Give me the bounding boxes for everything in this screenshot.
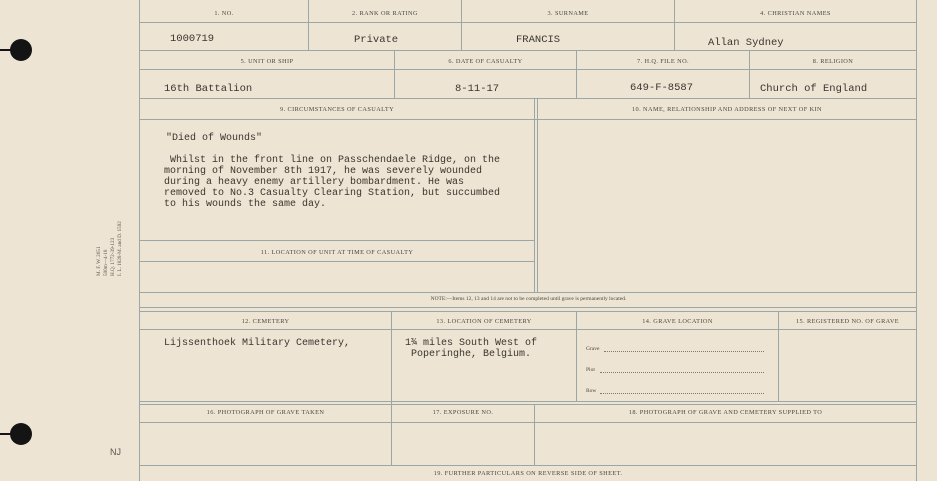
grid-line bbox=[674, 0, 675, 50]
circumstances-line-4: removed to No.3 Casualty Clearing Station, but succumbed bbox=[164, 188, 501, 199]
form-ref-line-2: 500m—4-18 bbox=[103, 249, 109, 276]
grid-line bbox=[534, 98, 535, 292]
value-number: 1000719 bbox=[170, 33, 215, 45]
grid-line bbox=[308, 0, 309, 50]
row-field-label: Row bbox=[586, 388, 597, 394]
label-file: 7. H.Q. FILE NO. bbox=[636, 58, 690, 65]
value-surname: FRANCIS bbox=[516, 34, 561, 46]
value-christian-names: Allan Sydney bbox=[708, 37, 784, 49]
value-cemetery: Lijssenthoek Military Cemetery, bbox=[164, 338, 351, 349]
label-photo-supplied: 18. PHOTOGRAPH OF GRAVE AND CEMETERY SUPPLIED TO bbox=[628, 409, 823, 416]
clerk-initials: NJ bbox=[110, 447, 121, 457]
grid-line bbox=[461, 0, 462, 50]
grid-line bbox=[140, 311, 916, 312]
form-ref-line-3: H.Q. 1772-39-123 bbox=[110, 237, 116, 276]
punch-hole-top bbox=[10, 39, 32, 61]
label-exposure: 17. EXPOSURE NO. bbox=[432, 409, 494, 416]
label-photo-grave: 16. PHOTOGRAPH OF GRAVE TAKEN bbox=[206, 409, 325, 416]
value-cemetery-location-1: 1¾ miles South West of bbox=[405, 338, 538, 349]
grid-line bbox=[140, 292, 916, 293]
label-religion: 8. RELIGION bbox=[812, 58, 854, 65]
punch-hole-bottom bbox=[10, 423, 32, 445]
label-christian-names: 4. CHRISTIAN NAMES bbox=[760, 10, 831, 17]
grid-line bbox=[140, 261, 534, 262]
grid-line bbox=[140, 329, 916, 330]
grid-line bbox=[140, 401, 916, 402]
grave-field-label: Grave bbox=[586, 346, 600, 352]
punch-hole-bottom-edge bbox=[0, 433, 12, 435]
label-unit: 5. UNIT OR SHIP bbox=[240, 58, 294, 65]
value-date: 8-11-17 bbox=[455, 83, 500, 95]
circumstances-line-3: during a heavy enemy artillery bombardment. He was bbox=[164, 177, 465, 188]
grid-line bbox=[140, 307, 916, 308]
form-ref-line-1: M. F. W. 2651 bbox=[96, 246, 102, 276]
circumstances-title: "Died of Wounds" bbox=[166, 133, 263, 144]
grid-line bbox=[140, 422, 916, 423]
circumstances-line-1: Whilst in the front line on Passchendaele Ridge, on the bbox=[164, 155, 501, 166]
plot-field-line bbox=[600, 372, 764, 373]
label-next-of-kin: 10. NAME, RELATIONSHIP AND ADDRESS OF NEXT OF KIN bbox=[632, 106, 822, 113]
value-rank: Private bbox=[354, 34, 399, 46]
label-surname: 3. SURNAME bbox=[547, 10, 589, 17]
value-cemetery-location-2: Poperinghe, Belgium. bbox=[411, 349, 532, 360]
label-circumstances: 9. CIRCUMSTANCES OF CASUALTY bbox=[279, 106, 395, 113]
plot-field-label: Plot bbox=[586, 367, 595, 373]
label-number: 1. NO. bbox=[214, 10, 234, 17]
label-grave-location: 14. GRAVE LOCATION bbox=[642, 318, 713, 325]
form-ref-line-4: I. L. 1828-M. and D. 1592 bbox=[117, 221, 123, 276]
value-file: 649-F-8587 bbox=[630, 82, 694, 94]
row-field-line bbox=[600, 393, 764, 394]
grid-line bbox=[140, 465, 916, 466]
value-unit: 16th Battalion bbox=[164, 83, 253, 95]
grid-line bbox=[140, 119, 916, 120]
grid-line bbox=[140, 50, 916, 51]
grid-line bbox=[140, 240, 534, 241]
grid-line bbox=[391, 311, 392, 465]
circumstances-line-2: morning of November 8th 1917, he was severely wounded bbox=[164, 166, 483, 177]
grave-field-line bbox=[604, 351, 764, 352]
label-rank: 2. RANK OR RATING bbox=[352, 10, 418, 17]
grid-line bbox=[140, 22, 916, 23]
label-cemetery-location: 13. LOCATION OF CEMETERY bbox=[436, 318, 532, 325]
completion-note: NOTE:—Items 12, 13 and 14 are not to be completed until grave is permanently located. bbox=[430, 296, 627, 302]
form-reference bbox=[96, 212, 136, 278]
grid-line bbox=[140, 98, 916, 99]
punch-hole-top-edge bbox=[0, 49, 12, 51]
label-registered-no: 15. REGISTERED NO. OF GRAVE bbox=[795, 318, 900, 325]
circumstances-line-5: to his wounds the same day. bbox=[164, 199, 327, 210]
grid-line bbox=[140, 404, 916, 405]
label-further-particulars: 19. FURTHER PARTICULARS ON REVERSE SIDE OF SHEET. bbox=[433, 470, 623, 477]
grid-right-border bbox=[916, 0, 917, 481]
label-cemetery: 12. CEMETERY bbox=[241, 318, 290, 325]
grid-line bbox=[537, 98, 538, 292]
label-date: 6. DATE OF CASUALTY bbox=[448, 58, 523, 65]
label-location-of-unit: 11. LOCATION OF UNIT AT TIME OF CASUALTY bbox=[260, 249, 414, 256]
value-religion: Church of England bbox=[760, 83, 868, 95]
grid-line bbox=[140, 69, 916, 70]
